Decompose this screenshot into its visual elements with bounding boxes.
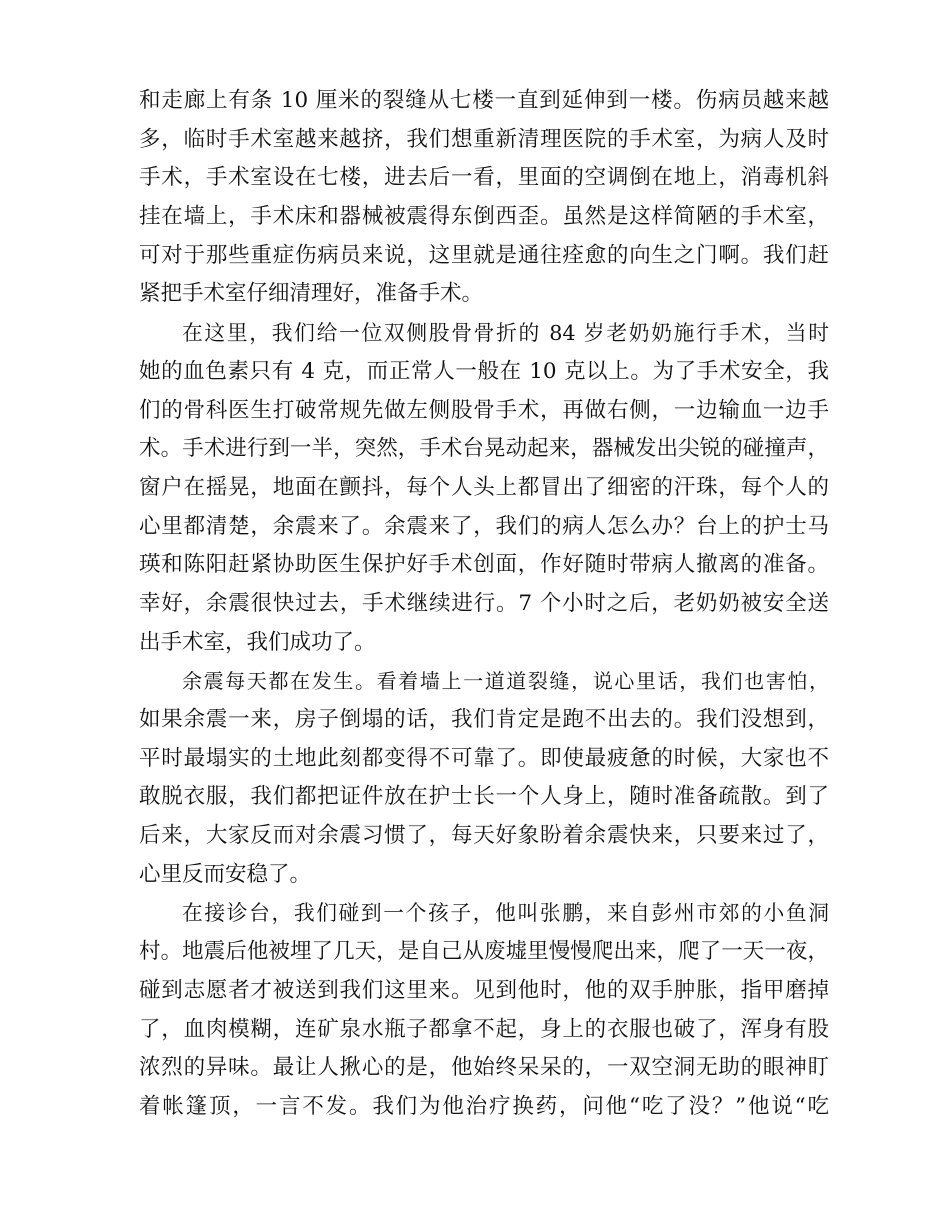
text-line: 在这里，我们给一位双侧股骨骨折的 84 岁老奶奶施行手术，当时: [182, 321, 829, 346]
text-line: 如果余震一来，房子倒塌的话，我们肯定是跑不出去的。我们没想到，: [139, 707, 829, 732]
text-line: 余震每天都在发生。看着墙上一道道裂缝，说心里话，我们也害怕，: [182, 669, 829, 694]
text-line: 心里反而安稳了。: [139, 861, 312, 887]
text-line: 瑛和陈阳赶紧协助医生保护好手术创面，作好随时带病人撤离的准备。: [139, 552, 829, 578]
text-line: 手术，手术室设在七楼，进去后一看，里面的空调倒在地上，消毒机斜: [139, 165, 829, 191]
text-line: 平时最塌实的土地此刻都变得不可靠了。即使最疲惫的时候，大家也不: [139, 745, 829, 771]
text-line: 碰到志愿者才被送到我们这里来。见到他时，他的双手肿胀，指甲磨掉: [139, 977, 829, 1003]
text-line: 和走廊上有条 10 厘米的裂缝从七楼一直到延伸到一楼。伤病员越来越: [139, 88, 829, 113]
text-line: 浓烈的异味。最让人揪心的是，他始终呆呆的，一双空洞无助的眼神盯: [139, 1055, 829, 1081]
text-line: 后来，大家反而对余震习惯了，每天好象盼着余震快来，只要来过了，: [139, 823, 829, 849]
text-line: 在接诊台，我们碰到一个孩子，他叫张鹏，来自彭州市郊的小鱼洞: [182, 901, 829, 926]
text-line: 术。手术进行到一半，突然，手术台晃动起来，器械发出尖锐的碰撞声，: [139, 436, 829, 462]
text-line: 村。地震后他被埋了几天，是自己从废墟里慢慢爬出来，爬了一天一夜，: [139, 939, 829, 965]
text-line: 敢脱衣服，我们都把证件放在护士长一个人身上，随时准备疏散。到了: [139, 784, 829, 810]
text-line: 挂在墙上，手术床和器械被震得东倒西歪。虽然是这样简陋的手术室，: [139, 204, 829, 230]
text-line: 着帐篷顶，一言不发。我们为他治疗换药，问他“吃了没？”他说“吃: [139, 1093, 829, 1119]
text-line: 出手术室，我们成功了。: [139, 629, 376, 655]
body-text: [139, 82, 829, 1127]
text-line: 她的血色素只有 4 克，而正常人一般在 10 克以上。为了手术安全，我: [139, 358, 829, 384]
text-line: 多，临时手术室越来越挤，我们想重新清理医院的手术室，为病人及时: [139, 126, 829, 152]
text-line: 可对于那些重症伤病员来说，这里就是通往痊愈的向生之门啊。我们赶: [139, 242, 829, 268]
text-line: 们的骨科医生打破常规先做左侧股骨手术，再做右侧，一边输血一边手: [139, 397, 829, 423]
text-line: 心里都清楚，余震来了。余震来了，我们的病人怎么办？台上的护士马: [139, 513, 829, 539]
text-line: 了，血肉模糊，连矿泉水瓶子都拿不起，身上的衣服也破了，浑身有股: [139, 1016, 829, 1042]
text-line: 幸好，余震很快过去，手术继续进行。7 个小时之后，老奶奶被安全送: [139, 590, 829, 616]
text-line: 紧把手术室仔细清理好，准备手术。: [139, 281, 484, 307]
text-line: 窗户在摇晃，地面在颤抖，每个人头上都冒出了细密的汗珠，每个人的: [139, 474, 829, 500]
